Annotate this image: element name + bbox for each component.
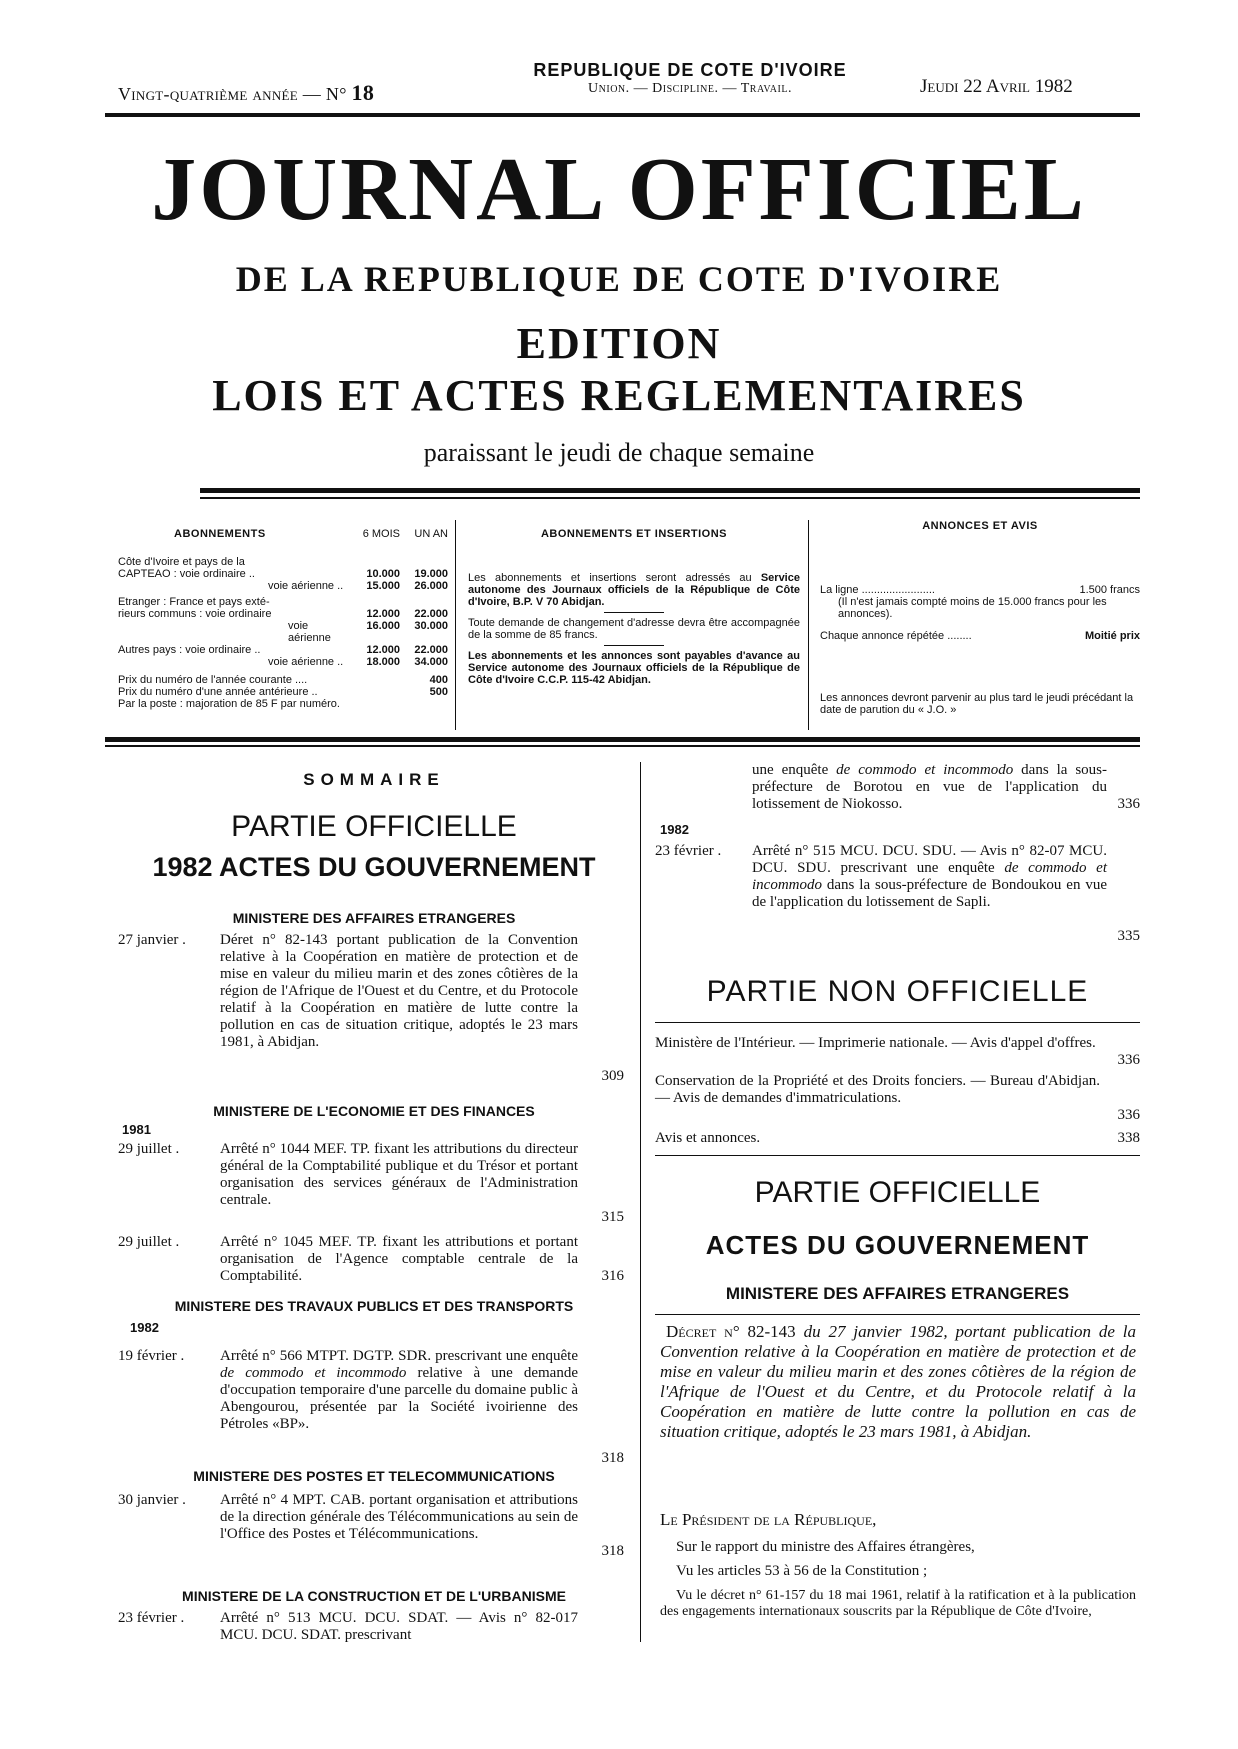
visa-2: Vu les articles 53 à 56 de la Constitution ; bbox=[676, 1563, 928, 1579]
issue-date: Jeudi 22 Avril 1982 bbox=[920, 76, 1073, 97]
sommaire-heading: SOMMAIRE bbox=[303, 770, 445, 789]
decree-summary: du 27 janvier 1982, portant publication de la Convention relative à la Coopération en matière de protection et de mise en valeur du milieu marin et des zones côtières de la région de l'Afrique de l'Ouest et du Centre, et du Protocole relatif à la Coopération en matière de lutte contre la pollution en cas de situation critique, adoptés le 23 mars 1981, à Abidjan. bbox=[660, 1322, 1136, 1441]
entry-text: Arrêté n° 1044 MEF. TP. fixant les attributions du directeur général de la Comptabilité publique et du Trésor et portant organisation des services généraux de l'Administration centrale. bbox=[220, 1141, 578, 1208]
entry-page: 338 bbox=[1117, 1130, 1140, 1146]
entry-page: 336 bbox=[1117, 1107, 1140, 1123]
entry-text: Avis et annonces. bbox=[655, 1130, 761, 1146]
table-row: rieurs communs : voie ordinaire 12.000 22.000 bbox=[118, 608, 448, 620]
journal-title: JOURNAL OFFICIEL bbox=[151, 140, 1087, 239]
entry-text: Ministère de l'Intérieur. — Imprimerie nationale. — Avis d'appel d'offres. bbox=[655, 1035, 1096, 1051]
visa-1: Sur le rapport du ministre des Affaires étrangères, bbox=[676, 1539, 975, 1555]
list-item: Prix du numéro d'une année antérieure .. 500 bbox=[118, 686, 448, 698]
masthead-rule-thin bbox=[200, 497, 1140, 499]
entry-date: 30 janvier . bbox=[118, 1492, 186, 1508]
entry-date: 29 juillet . bbox=[118, 1141, 180, 1157]
republic-name: REPUBLIQUE DE COTE D'IVOIRE bbox=[533, 60, 847, 80]
entry-text: une enquête de commodo et incommodo dans la sous-préfecture de Borotou en vue de l'application du lotissement de Niokosso. bbox=[752, 762, 1107, 812]
entry-text: Arrêté n° 515 MCU. DCU. SDU. — Avis n° 82-07 MCU. DCU. SDU. prescrivant une enquête de commodo et incommodo dans la sous-préfecture de Bondoukou en vue de l'application du lotissement de Sapli. bbox=[752, 843, 1107, 910]
decree-number: Décret n° 82-143 bbox=[666, 1322, 796, 1341]
list-item bbox=[118, 1234, 630, 1294]
repeat-price: Chaque annonce répétée ........ Moitié prix bbox=[820, 630, 1140, 642]
table-row: CAPTEAO : voie ordinaire .. 10.000 19.000 bbox=[118, 568, 448, 580]
divider bbox=[655, 1155, 1140, 1156]
entry-page: 309 bbox=[601, 1068, 624, 1084]
entry-page: 318 bbox=[601, 1543, 624, 1559]
partie-officielle-heading: PARTIE OFFICIELLE bbox=[231, 810, 517, 843]
entry-page: 315 bbox=[601, 1209, 624, 1225]
visa-3: Vu le décret n° 61-157 du 18 mai 1961, relatif à la ratification et à la publication des engagements internationaux souscrits par la République de Côte d'Ivoire, bbox=[660, 1588, 1136, 1619]
masthead-rule-thick bbox=[200, 488, 1140, 493]
entry-page: 336 bbox=[1117, 1052, 1140, 1068]
list-item bbox=[655, 1035, 1140, 1075]
list-item bbox=[118, 1141, 630, 1241]
entry-page: 335 bbox=[1117, 928, 1140, 944]
list-item bbox=[118, 1492, 630, 1572]
publication-frequency: paraissant le jeudi de chaque semaine bbox=[423, 438, 815, 467]
ministry-public-works: MINISTERE DES TRAVAUX PUBLICS ET DES TRANSPORTS bbox=[174, 1298, 574, 1314]
divider bbox=[604, 612, 664, 613]
list-item bbox=[655, 843, 1140, 953]
entry-text: Conservation de la Propriété et des Droits fonciers. — Bureau d'Abidjan. — Avis de demandes d'immatriculations. bbox=[655, 1073, 1100, 1106]
edition-name: LOIS ET ACTES REGLEMENTAIRES bbox=[212, 371, 1026, 420]
entry-text: Déret n° 82-143 portant publication de la Convention relative à la Coopération en matière de protection et de mise en valeur du milieu marin et des zones côtières de la région de l'Afrique de l'Ouest et du Centre, et du Protocole relatif à la Coopération en matière de lutte contre la pollution en cas de situation critique, adoptés le 23 mars 1981, à Abidjan. bbox=[220, 932, 578, 1050]
table-row: voie aérienne .. 15.000 26.000 bbox=[268, 580, 448, 592]
edition-label: EDITION bbox=[516, 319, 722, 368]
address-change-note: Toute demande de changement d'adresse devra être accompagnée de la somme de 85 francs. bbox=[468, 617, 800, 641]
entry-text: Arrêté n° 4 MPT. CAB. portant organisation et attributions de la direction générale des Télécommunications au sein de l'Office des Postes et Télécommunications. bbox=[220, 1492, 578, 1542]
divider bbox=[655, 1314, 1140, 1315]
list-item bbox=[655, 1130, 1140, 1150]
republic-block bbox=[500, 60, 880, 97]
announcements-heading: ANNONCES ET AVIS bbox=[922, 520, 1038, 532]
actes-heading-2: ACTES DU GOUVERNEMENT bbox=[705, 1230, 1090, 1260]
line-price-note: (Il n'est jamais compté moins de 15.000 francs pour les annonces). bbox=[838, 596, 1107, 620]
section-rule-thin bbox=[105, 745, 1140, 747]
entry-page: 336 bbox=[1117, 796, 1140, 812]
issue-prices bbox=[118, 674, 448, 710]
table-row: voie aérienne .. 18.000 34.000 bbox=[268, 656, 448, 668]
issue-label: Vingt-quatrième année — N° bbox=[118, 84, 347, 104]
list-item: Par la poste : majoration de 85 F par numéro. bbox=[118, 698, 340, 710]
divider bbox=[604, 645, 664, 646]
column-divider bbox=[808, 520, 809, 730]
entry-date: 19 février . bbox=[118, 1348, 185, 1364]
year-label: 1982 bbox=[130, 1320, 159, 1335]
entry-page: 316 bbox=[601, 1268, 624, 1284]
ministry-heading: MINISTERE DES AFFAIRES ETRANGERES bbox=[725, 1284, 1070, 1303]
entry-date: 23 février . bbox=[655, 843, 722, 859]
ministry-post-telecom: MINISTERE DES POSTES ET TELECOMMUNICATIONS bbox=[193, 1468, 555, 1484]
insertions-heading: ABONNEMENTS ET INSERTIONS bbox=[540, 528, 728, 540]
ministry-construction: MINISTERE DE LA CONSTRUCTION ET DE L'URBANISME bbox=[182, 1588, 566, 1604]
announcements-box bbox=[820, 520, 1140, 716]
ministry-foreign-affairs: MINISTERE DES AFFAIRES ETRANGERES bbox=[232, 910, 516, 926]
national-motto: Union. — Discipline. — Travail. bbox=[588, 81, 792, 96]
table-row: Etranger : France et pays exté- bbox=[118, 596, 270, 608]
year-label: 1982 bbox=[660, 822, 689, 837]
year-label: 1981 bbox=[122, 1122, 151, 1137]
subscription-rows bbox=[118, 556, 448, 668]
table-row: voie aérienne 16.000 30.000 bbox=[288, 620, 448, 644]
partie-non-officielle-heading: PARTIE NON OFFICIELLE bbox=[706, 975, 1089, 1008]
header-rule bbox=[105, 113, 1140, 117]
partie-officielle-heading-2: PARTIE OFFICIELLE bbox=[754, 1176, 1041, 1209]
list-item bbox=[655, 762, 1140, 827]
list-item bbox=[118, 932, 630, 1082]
ministry-economy: MINISTERE DE L'ECONOMIE ET DES FINANCES bbox=[213, 1103, 535, 1119]
table-row: Autres pays : voie ordinaire .. 12.000 22.000 bbox=[118, 644, 448, 656]
insertions-address: Les abonnements et insertions seront adressés au Service autonome des Journaux officiels de la République de Côte d'Ivoire, B.P. V 70 Abidjan. bbox=[468, 572, 800, 608]
divider bbox=[655, 1022, 1140, 1023]
payment-note: Les abonnements et les annonces sont payables d'avance au Service autonome des Journaux officiels de la République de Côte d'Ivoire C.C.P. 115-42 Abidjan. bbox=[468, 650, 800, 686]
list-item bbox=[118, 1348, 630, 1478]
journal-subtitle: DE LA REPUBLIQUE DE COTE D'IVOIRE bbox=[235, 259, 1003, 299]
entry-text: Arrêté n° 513 MCU. DCU. SDAT. — Avis n° 82-017 MCU. DCU. SDAT. prescrivant bbox=[220, 1610, 578, 1643]
entry-date: 27 janvier . bbox=[118, 932, 186, 948]
entry-text: Arrêté n° 1045 MEF. TP. fixant les attributions et portant organisation de l'Agence comptable centrale de la Comptabilité. bbox=[220, 1234, 578, 1284]
col-one-year: UN AN bbox=[414, 528, 448, 540]
deadline-note: Les annonces devront parvenir au plus tard le jeudi précédant la date de parution du « J.O. » bbox=[820, 692, 1134, 716]
issue-number: 18 bbox=[351, 80, 375, 105]
column-divider bbox=[640, 762, 641, 1642]
insertions-box bbox=[468, 528, 800, 686]
list-item bbox=[655, 1073, 1140, 1133]
entry-date: 29 juillet . bbox=[118, 1234, 180, 1250]
actes-heading: 1982 ACTES DU GOUVERNEMENT bbox=[152, 852, 596, 882]
subscriptions-box bbox=[118, 528, 448, 710]
subscriptions-heading: ABONNEMENTS bbox=[174, 528, 266, 540]
table-row: Côte d'Ivoire et pays de la bbox=[118, 556, 245, 568]
section-rule-thick bbox=[105, 737, 1140, 742]
issue-info bbox=[118, 80, 374, 106]
entry-page: 318 bbox=[601, 1450, 624, 1466]
decree-title bbox=[660, 1322, 1136, 1442]
list-item: Prix du numéro de l'année courante .... 400 bbox=[118, 674, 448, 686]
entry-date: 23 février . bbox=[118, 1610, 185, 1626]
entry-text: Arrêté n° 566 MTPT. DGTP. SDR. prescrivant une enquête de commodo et incommodo relative à une demande d'occupation temporaire d'une parcelle du domaine public à Abengourou, présentée par la Société ivoirienne des Pétroles «BP». bbox=[220, 1348, 579, 1432]
column-divider bbox=[455, 520, 456, 730]
line-price: La ligne ........................ 1.500 francs bbox=[820, 584, 1140, 596]
col-six-months: 6 MOIS bbox=[362, 528, 400, 540]
president-line: Le Président de la République, bbox=[660, 1510, 877, 1529]
list-item bbox=[118, 1610, 630, 1650]
